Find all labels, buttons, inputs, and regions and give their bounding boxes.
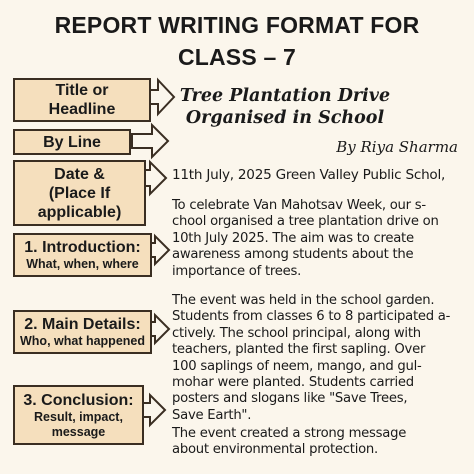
report-main-details bbox=[172, 293, 466, 424]
intro-line: 10th July 2025. The aim was to create bbox=[172, 230, 414, 246]
details-line: The event was held in the school garden. bbox=[172, 293, 435, 308]
label-conclusion-main: 3. Conclusion: bbox=[23, 391, 134, 409]
page-heading-line1: REPORT WRITING FORMAT FOR bbox=[54, 12, 420, 38]
label-conclusion-sub2: message bbox=[51, 424, 106, 439]
label-title bbox=[13, 78, 151, 122]
label-intro-sub: What, when, where bbox=[26, 257, 139, 271]
page-heading-line2: CLASS – 7 bbox=[177, 44, 297, 70]
label-conclusion-sub1: Result, impact, bbox=[34, 409, 123, 424]
details-arrow-icon bbox=[151, 315, 169, 343]
details-line: ctively. The school principal, along with bbox=[172, 325, 421, 341]
details-line: Students from classes 6 to 8 participated a- bbox=[172, 309, 451, 325]
byline-arrow-icon bbox=[132, 125, 168, 157]
label-intro-main: 1. Introduction: bbox=[24, 239, 141, 256]
label-details-sub: Who, what happened bbox=[20, 334, 145, 348]
label-byline-text: By Line bbox=[43, 133, 101, 151]
label-title-line1: Title or bbox=[55, 82, 109, 99]
label-date-line1: Date & bbox=[54, 165, 105, 183]
conclusion-line: about environmental protection. bbox=[172, 442, 378, 458]
report-byline: By Riya Sharma bbox=[336, 138, 458, 156]
report-date-place: 11th July, 2025 Green Valley Public Schol, bbox=[172, 167, 446, 183]
details-line: Save Earth". bbox=[172, 407, 252, 423]
report-introduction bbox=[172, 198, 466, 280]
label-date-line3: applicable) bbox=[37, 203, 122, 221]
conclusion-line: The event created a strong message bbox=[172, 426, 407, 441]
label-date bbox=[13, 160, 146, 226]
details-line: 100 saplings of neem, mango, and gul- bbox=[172, 358, 422, 374]
label-details-main: 2. Main Details: bbox=[24, 316, 141, 333]
details-line: posters and slogans like "Save Trees, bbox=[172, 391, 408, 407]
report-title-line2: Organised in School bbox=[185, 108, 385, 128]
label-main-details bbox=[13, 310, 152, 354]
label-date-line2: (Place If bbox=[48, 184, 111, 202]
details-line: teachers, planted the first sapling. Over bbox=[172, 342, 426, 358]
date-arrow-icon bbox=[145, 162, 166, 194]
details-line: mohar were planted. Students carried bbox=[172, 375, 414, 391]
label-byline bbox=[13, 129, 131, 155]
intro-line: awareness among students about the bbox=[172, 247, 414, 263]
report-title-line1: Tree Plantation Drive bbox=[179, 86, 391, 106]
label-title-line2: Headline bbox=[48, 101, 116, 118]
intro-line: importance of trees. bbox=[172, 263, 302, 279]
label-conclusion bbox=[13, 385, 144, 445]
label-introduction bbox=[13, 233, 152, 277]
report-conclusion bbox=[172, 426, 466, 459]
intro-arrow-icon bbox=[151, 236, 169, 264]
intro-line: To celebrate Van Mahotsav Week, our s- bbox=[172, 198, 426, 213]
conclusion-arrow-icon bbox=[143, 395, 165, 425]
intro-line: chool organised a tree plantation drive on bbox=[172, 214, 439, 230]
